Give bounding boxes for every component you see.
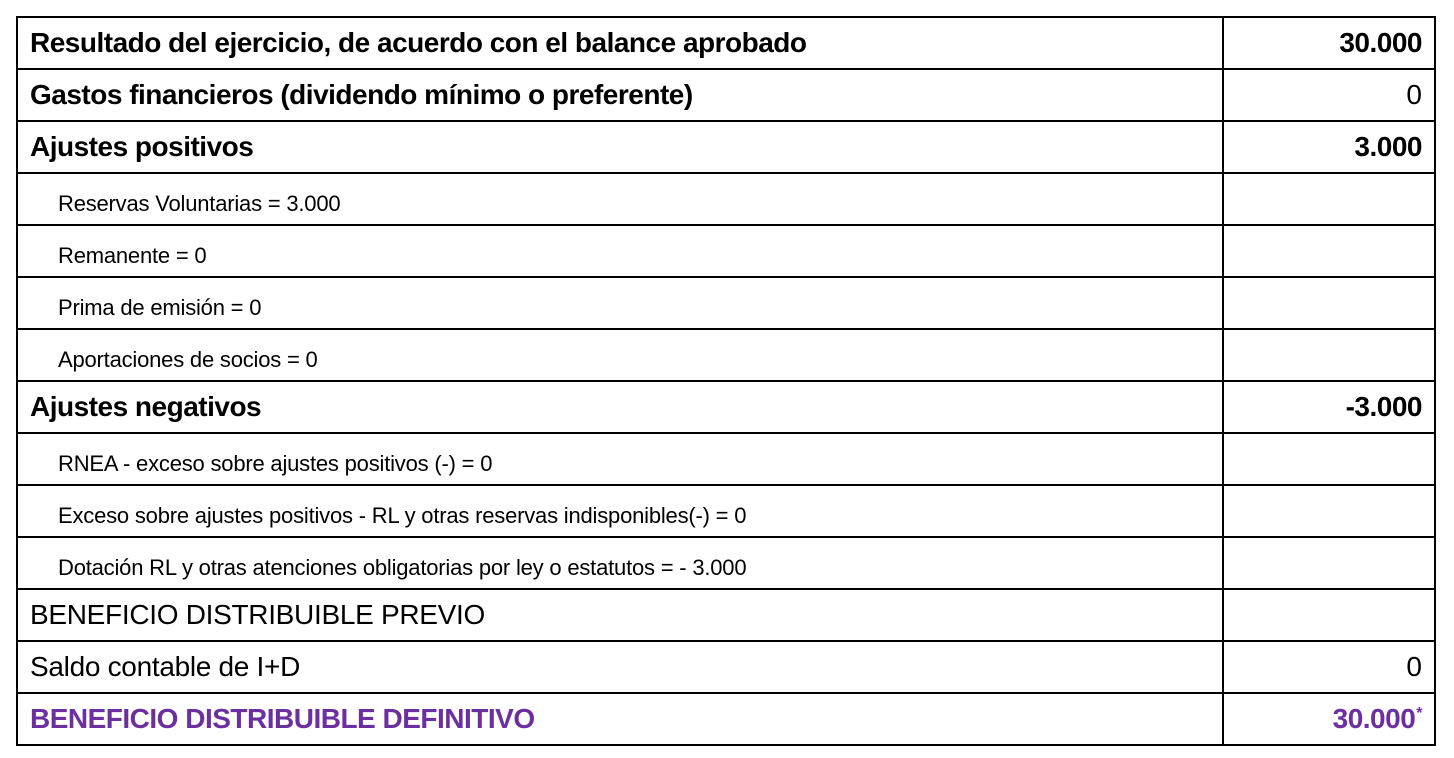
table-row bbox=[17, 173, 1435, 225]
table-row-total bbox=[17, 693, 1435, 745]
table-row bbox=[17, 641, 1435, 693]
row-value: 0 bbox=[1223, 69, 1435, 121]
row-label: Gastos financieros (dividendo mínimo o preferente) bbox=[17, 69, 1223, 121]
row-label: Aportaciones de socios = 0 bbox=[17, 329, 1223, 381]
row-value bbox=[1223, 485, 1435, 537]
distributable-profit-table bbox=[16, 16, 1436, 746]
table-row bbox=[17, 69, 1435, 121]
row-label: Ajustes negativos bbox=[17, 381, 1223, 433]
footnote-marker: * bbox=[1416, 704, 1422, 722]
row-label: RNEA - exceso sobre ajustes positivos (-) = 0 bbox=[17, 433, 1223, 485]
total-label: BENEFICIO DISTRIBUIBLE DEFINITIVO bbox=[17, 693, 1223, 745]
table-row bbox=[17, 433, 1435, 485]
table-row bbox=[17, 485, 1435, 537]
row-value bbox=[1223, 225, 1435, 277]
row-value: 3.000 bbox=[1223, 121, 1435, 173]
table-row bbox=[17, 121, 1435, 173]
table-row bbox=[17, 277, 1435, 329]
row-value: -3.000 bbox=[1223, 381, 1435, 433]
row-value bbox=[1223, 329, 1435, 381]
row-label: Ajustes positivos bbox=[17, 121, 1223, 173]
row-value bbox=[1223, 589, 1435, 641]
row-label: Remanente = 0 bbox=[17, 225, 1223, 277]
row-value bbox=[1223, 433, 1435, 485]
table-row bbox=[17, 537, 1435, 589]
row-label: Saldo contable de I+D bbox=[17, 641, 1223, 693]
table-row bbox=[17, 17, 1435, 69]
table-row bbox=[17, 589, 1435, 641]
total-value-cell bbox=[1223, 693, 1435, 745]
table-row bbox=[17, 329, 1435, 381]
row-label: Prima de emisión = 0 bbox=[17, 277, 1223, 329]
row-value bbox=[1223, 537, 1435, 589]
row-label: BENEFICIO DISTRIBUIBLE PREVIO bbox=[17, 589, 1223, 641]
row-label: Exceso sobre ajustes positivos - RL y otras reservas indisponibles(-) = 0 bbox=[17, 485, 1223, 537]
table-row bbox=[17, 381, 1435, 433]
row-label: Resultado del ejercicio, de acuerdo con el balance aprobado bbox=[17, 17, 1223, 69]
row-value: 30.000 bbox=[1223, 17, 1435, 69]
row-label: Dotación RL y otras atenciones obligatorias por ley o estatutos = - 3.000 bbox=[17, 537, 1223, 589]
row-value bbox=[1223, 173, 1435, 225]
total-value: 30.000 bbox=[1332, 703, 1416, 734]
row-label: Reservas Voluntarias = 3.000 bbox=[17, 173, 1223, 225]
row-value bbox=[1223, 277, 1435, 329]
row-value: 0 bbox=[1223, 641, 1435, 693]
table-row bbox=[17, 225, 1435, 277]
